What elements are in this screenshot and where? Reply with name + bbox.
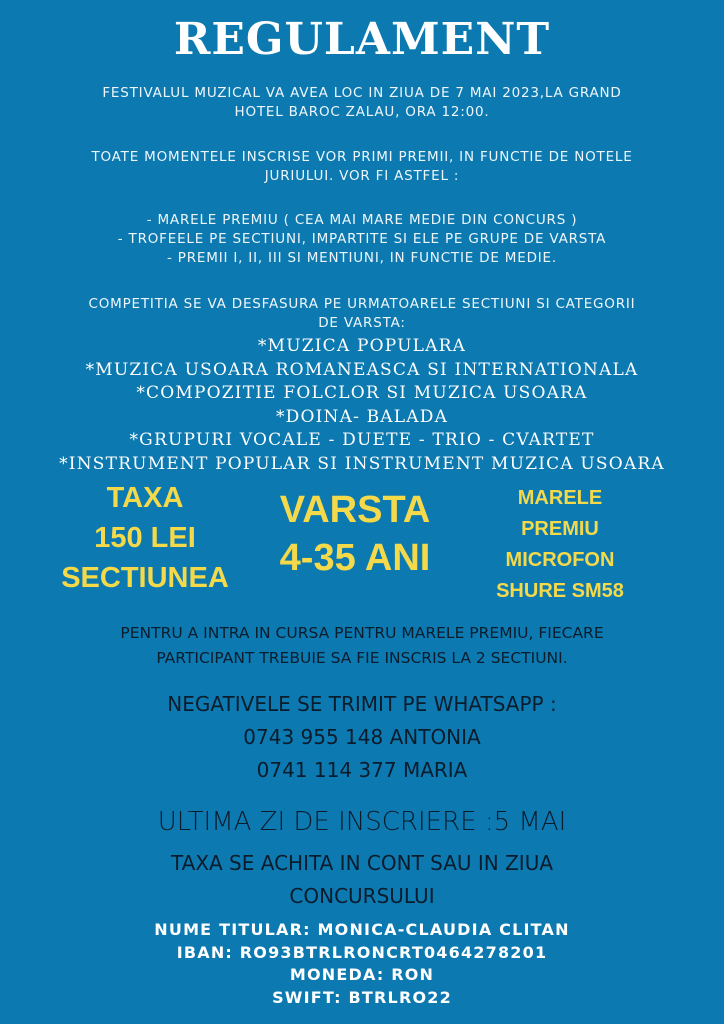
age-label: VARSTA: [279, 489, 431, 531]
awards-intro-line: JURIULUI. VOR FI ASTFEL :: [264, 168, 460, 184]
prizes-list: [20, 211, 704, 268]
section-item: *DOINA- BALADA: [275, 406, 449, 427]
grand-prize-line: MICROFON: [505, 549, 615, 571]
section-item: *COMPOZITIE FOLCLOR SI MUZICA USOARA: [136, 383, 588, 403]
page-title: REGULAMENT: [173, 14, 551, 65]
fee-amount: 150 LEI: [94, 522, 196, 554]
swift-code: SWIFT: BTRLRO22: [272, 987, 452, 1007]
section-item: *INSTRUMENT POPULAR SI INSTRUMENT MUZICA USOARA: [59, 453, 665, 474]
fee-label: TAXA: [106, 482, 184, 514]
prize-item: - MARELE PREMIU ( CEA MAI MARE MEDIE DIN CONCURS ): [146, 212, 578, 228]
prize-item: - TROFEELE PE SECTIUNI, IMPARTITE SI ELE PE GRUPE DE VARSTA: [117, 231, 607, 247]
iban: IBAN: RO93BTRLRONCRT0464278201: [176, 942, 548, 962]
account-holder: NUME TITULAR: MONICA-CLAUDIA CLITAN: [154, 920, 570, 939]
sections-list: [0, 335, 724, 476]
currency: MONEDA: RON: [289, 965, 435, 984]
grand-prize-block: [470, 483, 650, 607]
note-line: PENTRU A INTRA IN CURSA PENTRU MARELE PREMIU, FIECARE: [120, 624, 604, 642]
section-item: *MUZICA USOARA ROMANEASCA SI INTERNATIONALA: [85, 359, 639, 380]
prize-item: - PREMII I, II, III SI MENTIUNI, IN FUNCTIE DE MEDIE.: [167, 250, 557, 266]
eligibility-note: [0, 621, 724, 671]
payment-info: [0, 847, 724, 913]
intro-paragraph: [20, 84, 704, 122]
section-item: *MUZICA POPULARA: [257, 336, 467, 356]
contact-antonia: 0743 955 148 ANTONIA: [243, 725, 481, 749]
registration-deadline: ULTIMA ZI DE INSCRIERE :5 MAI: [157, 807, 567, 837]
fee-unit: SECTIUNEA: [61, 562, 229, 594]
payment-line: TAXA SE ACHITA IN CONT SAU IN ZIUA: [170, 851, 554, 875]
competition-intro-line: COMPETITIA SE VA DESFASURA PE URMATOARELE SECTIUNI SI CATEGORII: [88, 296, 636, 312]
contact-maria: 0741 114 377 MARIA: [256, 758, 468, 782]
whatsapp-contacts: [0, 688, 724, 787]
intro-line: HOTEL BAROC ZALAU, ORA 12:00.: [234, 104, 490, 120]
awards-intro-paragraph: [20, 148, 704, 186]
age-block: [245, 486, 465, 582]
grand-prize-line: SHURE SM58: [496, 580, 624, 602]
grand-prize-line: MARELE: [517, 487, 603, 509]
competition-intro-paragraph: [20, 295, 704, 333]
payment-line: CONCURSULUI: [289, 884, 435, 908]
awards-intro-line: TOATE MOMENTELE INSCRISE VOR PRIMI PREMII, IN FUNCTIE DE NOTELE: [91, 149, 633, 165]
intro-line: FESTIVALUL MUZICAL VA AVEA LOC IN ZIUA DE 7 MAI 2023,LA GRAND: [102, 85, 622, 101]
competition-intro-line: DE VARSTA:: [318, 315, 406, 331]
fee-block: [30, 478, 260, 598]
bank-details: [0, 919, 724, 1009]
age-range: 4-35 ANI: [279, 537, 431, 579]
section-item: *GRUPURI VOCALE - DUETE - TRIO - CVARTET: [129, 430, 595, 450]
whatsapp-heading: NEGATIVELE SE TRIMIT PE WHATSAPP :: [167, 692, 557, 716]
note-line: PARTICIPANT TREBUIE SA FIE INSCRIS LA 2 SECTIUNI.: [156, 649, 568, 667]
grand-prize-line: PREMIU: [521, 518, 599, 540]
